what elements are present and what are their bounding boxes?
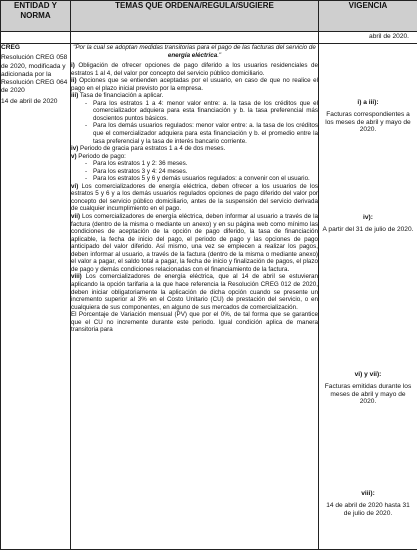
themes-cell [71,44,319,550]
theme-subitem-text: Para los estratos 5 y 6 y demás usuarios regulados: a convenir con el usuario. [93,175,310,183]
header-entity-norma [1,1,71,32]
entity-date: 14 de abril de 2020 [1,97,58,105]
theme-subitem [71,160,318,168]
vigencia-block-2-label: iv): [363,214,373,221]
vigencia-block-1 [322,99,414,134]
entity-description: Resolución CREG 058 de 2020, modificada y adicionada por la Resolución CREG 064 de 2020 [1,54,68,95]
continuation-entity-cell [1,32,71,44]
theme-item-label: viii) [71,273,82,281]
theme-item-label: i) [71,62,75,70]
theme-item-text: Los comercializadores de energía eléctrica, deben ofrecer a los usuarios de los estratos 5 y 6 y a los demás usuarios regulados opciones de pago diferido del valor por concepto del servicio público domiciliario, antes de la suspensión del servicio derivada de cualquier incumplimiento en el pago. [71,182,318,213]
theme-item-text: Periodo de pago: [76,152,126,160]
vigencia-block-3 [322,371,414,406]
vigencia-cell [319,44,417,550]
vigencia-block-2 [322,214,414,234]
vigencia-block-4-text: 14 de abril de 2020 hasta 31 de julio de 2020. [326,501,410,517]
vigencia-block-4-label: viii): [361,490,375,497]
creg-row [1,44,417,550]
theme-item-text: Los comercializadores de energía eléctrica, deben informar al usuario a través de la factura (dentro de la misma o mediante un anexo) y en su página web como mínimo las condiciones de aceptación de la opción de pago diferido, la tasa de financiación aplicable, la fecha de inicio del pago, el periodo de pago y las opciones de pago anticipado del valor diferido. Así mismo, una vez se empiecen a realizar los pagos, deben informar al usuario, a través de la factura (dentro de la misma o mediante anexo) el valor a pagar, el saldo total a pagar, la fecha de inicio y finalización de pagos, el plazo de pago y demás condiciones relacionadas con el financiamiento de la factura. [71,213,318,273]
theme-item [71,62,318,77]
theme-subitem-text: Para los estratos 1 a 4: menor valor entre: a. la tasa de los créditos que el comercializador adquiera para esta financiación y b. la tasa preferencial más doscientos puntos básicos. [93,99,318,122]
theme-items [71,62,318,334]
resolution-title-post: ." [217,51,222,59]
theme-item-text: Opciones que se entienden aceptadas por el usuario, en caso de que no realice el pago en el plazo inicial previsto por la empresa. [71,77,318,92]
theme-subitem [71,100,318,123]
continuation-row [1,32,417,44]
theme-subitem [71,122,318,145]
table-header-row [1,1,417,32]
vigencia-block-3-text: Facturas emitidas durante los meses de abril y mayo de 2020. [324,382,412,406]
theme-subitem-text: Para los estratos 3 y 4: 24 meses. [93,167,188,175]
theme-item-text: Los comercializadores de energía eléctrica, que al 14 de abril se estuvieran aplicando la opción tarifaria a la que hace referencia la Resolución CREG 012 de 2020, deben iniciar obligatoriamente la aplicación de dicha opción cuando se presente un incremento superior al 3% en el Costo Unitario (CU) de prestación del servicio, o en cualquiera de sus componentes, en alguno de sus mercados de comercialización. [71,273,318,311]
vigencia-block-3-label: vi) y vii): [354,371,382,378]
vigencia-block-1-text: Facturas correspondientes a los meses de abril y mayo de 2020. [325,110,411,134]
entity-cell [1,44,71,550]
theme-item [71,153,318,161]
theme-item-text: El Porcentaje de Variación mensual (PV) que por el 0%, de tal forma que se garantice que el CU no incremente durante este periodo. Igual condición aplica de manera transitoria para [71,311,318,334]
entity-name: CREG [1,44,21,51]
theme-subitem-text: Para los estratos 1 y 2: 36 meses. [93,160,188,168]
theme-item-text: Obligación de ofrecer opciones de pago diferido a los usuarios residenciales de estratos 1 al 4, del valor por concepto del servicio público domiciliario. [71,62,318,77]
theme-subitem [71,168,318,176]
vigencia-block-4 [322,490,414,517]
header-entity-line2: NORMA [20,10,51,20]
theme-item-label: vi) [71,182,79,190]
theme-item-label: iv) [71,145,79,153]
theme-item-label: vii) [71,213,81,221]
theme-item [71,273,318,311]
header-temas: TEMAS QUE ORDENA/REGULA/SUGIERE [71,1,319,32]
theme-item [71,77,318,92]
theme-subitem [71,175,318,183]
theme-item [71,183,318,213]
continuation-themes-cell [71,32,319,44]
theme-item-label: iii) [71,92,79,100]
theme-item [71,92,318,100]
theme-item-text: Periodo de gracia para estratos 1 a 4 de dos meses. [78,145,226,153]
resolution-title-bold: energía eléctrica [167,51,218,59]
continuation-vigencia-cell: abril de 2020. [319,32,417,44]
header-entity-line1: ENTIDAD Y [14,1,57,10]
resolution-title [71,44,318,59]
vigencia-block-2-text: A partir del 31 de julio de 2020. [322,225,414,233]
theme-item [71,213,318,273]
vigencia-block-1-label: i) a iii): [357,99,379,106]
header-vigencia: VIGENCIA [319,1,417,32]
theme-item-label: ii) [71,77,77,85]
resolution-title-pre: "Por la cual se adoptan medidas transitorias para el pago de las facturas del servicio de [73,44,316,51]
theme-item [71,145,318,153]
theme-item-label: v) [71,152,77,160]
theme-continuation [71,311,318,334]
theme-subitem-text: Para los demás usuarios regulados: menor valor entre: a. la tasa de los créditos que el comercializador adquiera para esta financiación y b. el promedio entre la tasa preferencial y la tasa de interés bancario corriente. [93,122,318,145]
theme-item-text: Tasa de financiación a aplicar. [78,92,164,100]
